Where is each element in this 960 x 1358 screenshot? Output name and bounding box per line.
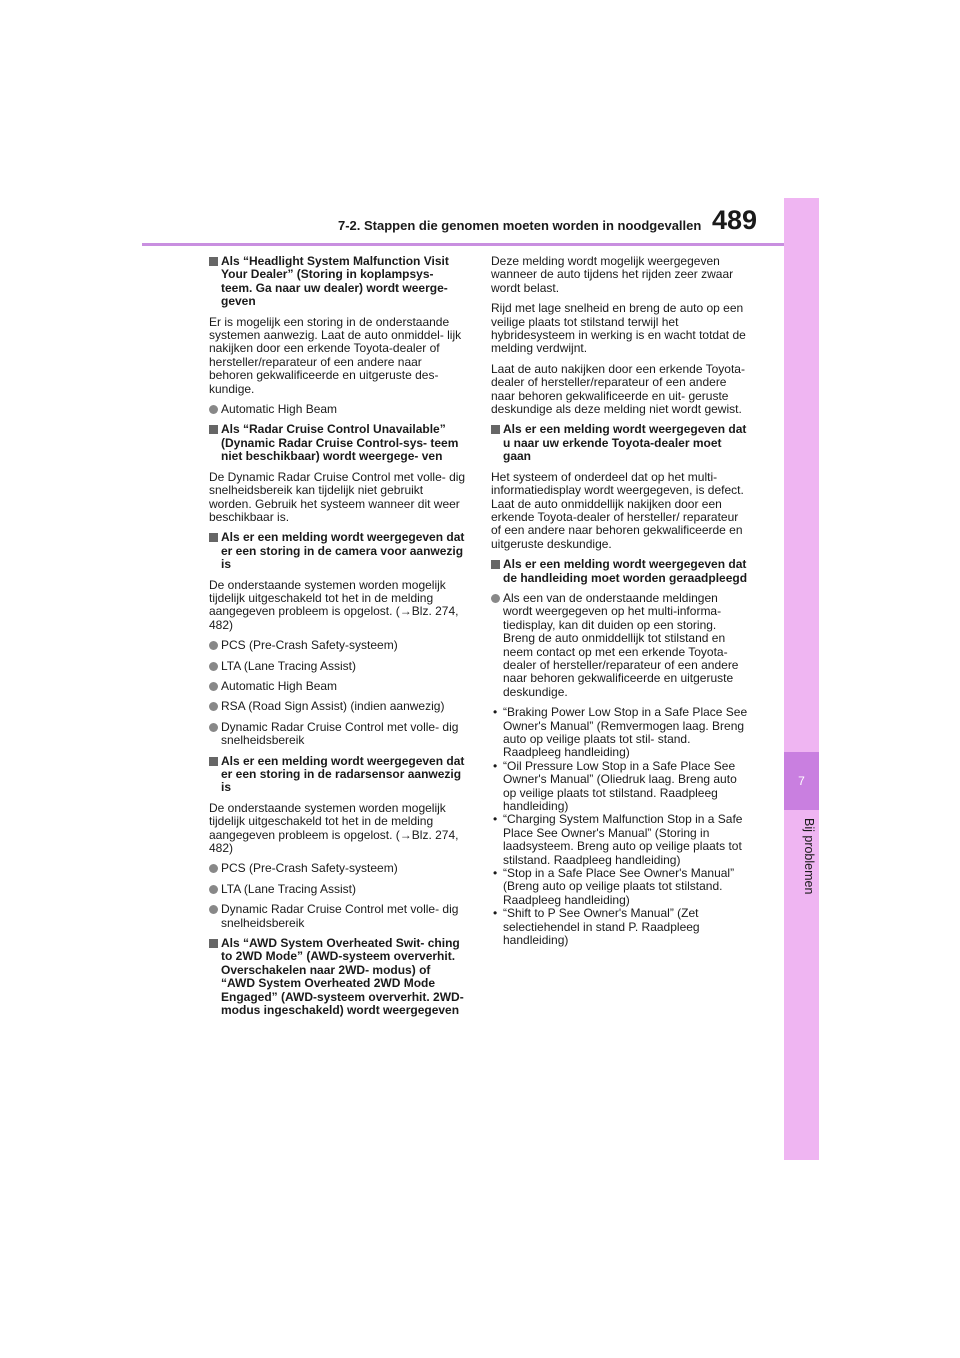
header-divider <box>142 243 788 246</box>
bullet-item: RSA (Road Sign Assist) (indien aanwezig) <box>209 700 467 713</box>
paragraph: Het systeem of onderdeel dat op het multi- informatiedisplay wordt weergegeven, is defect. Laat de auto onmiddellijk nakijken door een erkende Toyota-dealer of hersteller/ reparateur of een andere naar behoren gekwalificeerde en uitgeruste deskundige. <box>491 469 744 551</box>
bullet-item: Automatic High Beam <box>209 403 467 416</box>
chapter-label: Bij problemen <box>802 818 816 895</box>
section-heading: Als er een melding wordt weergegeven dat u naar uw erkende Toyota-dealer moet gaan <box>491 423 749 463</box>
bullet-item: PCS (Pre-Crash Safety-systeem) <box>209 639 467 652</box>
chapter-number: 7 <box>798 774 805 788</box>
section-heading: Als er een melding wordt weergegeven dat de handleiding moet worden geraadpleegd <box>491 558 749 585</box>
bullet-item: LTA (Lane Tracing Assist) <box>209 660 467 673</box>
paragraph: Rijd met lage snelheid en breng de auto op een veilige plaats tot stilstand terwijl het hybridesysteem in werking is en wacht totdat de melding verdwijnt. <box>491 301 746 356</box>
chapter-side-tab <box>784 198 819 1160</box>
paragraph: Laat de auto nakijken door een erkende Toyota-dealer of hersteller/reparateur of een andere naar behoren gekwalificeerde en uit- geruste deskundige als deze melding niet wordt gewist. <box>491 361 745 417</box>
section-heading: Als er een melding wordt weergegeven dat er een storing in de radarsensor aanwezig is <box>209 755 467 795</box>
bullet-item: LTA (Lane Tracing Assist) <box>209 883 467 896</box>
right-column <box>491 255 749 955</box>
paragraph: De onderstaande systemen worden mogelijk tijdelijk uitgeschakeld tot het in de melding aangegeven probleem is opgelost. (→Blz. 274, 482) <box>209 800 459 856</box>
bullet-item: Dynamic Radar Cruise Control met volle- dig snelheidsbereik <box>209 903 467 930</box>
bullet-item: Dynamic Radar Cruise Control met volle- dig snelheidsbereik <box>209 721 467 748</box>
list-item: • “Stop in a Safe Place See Owner's Manual” (Breng auto op veilige plaats tot stilstand. Raadpleeg handleiding) <box>491 867 749 907</box>
list-item: • “Shift to P See Owner's Manual” (Zet selectiehendel in stand P. Raadpleeg handleiding) <box>491 907 749 947</box>
bullet-item: Automatic High Beam <box>209 680 467 693</box>
section-title: 7-2. Stappen die genomen moeten worden in noodgevallen <box>338 218 702 233</box>
section-heading: Als “Radar Cruise Control Unavailable” (Dynamic Radar Cruise Control-sys- teem niet beschikbaar) wordt weergege- ven <box>209 423 467 463</box>
paragraph: De onderstaande systemen worden mogelijk tijdelijk uitgeschakeld tot het in de melding aangegeven probleem is opgelost. (→Blz. 274, 482) <box>209 577 459 632</box>
section-heading: Als “AWD System Overheated Swit- ching to 2WD Mode” (AWD-systeem oververhit. Overschakelen naar 2WD- modus) of “AWD System Overheated 2WD Mode Engaged” (AWD-systeem oververhit. 2WD-modus ingeschakeld) wordt weergegeven <box>209 937 467 1017</box>
section-heading: Als “Headlight System Malfunction Visit Your Dealer” (Storing in koplampsys- teem. Ga naar uw dealer) wordt weerge- geven <box>209 255 467 309</box>
page-number: 489 <box>712 205 758 235</box>
list-item: • “Oil Pressure Low Stop in a Safe Place See Owner's Manual” (Oliedruk laag. Breng auto op veilige plaats tot stilstand. Raadpleeg handleiding) <box>491 760 749 814</box>
left-column <box>209 255 467 1025</box>
chapter-number-box <box>784 752 819 810</box>
bullet-item: Als een van de onderstaande meldingen wordt weergegeven op het multi-informa- tiedisplay, kan dit duiden op een storing. Breng de auto onmiddellijk tot stilstand en neem contact op met een erkende Toyota- dealer of hersteller/reparateur of een andere naar behoren gekwalificeerde en uitgeruste deskundige. <box>491 592 749 699</box>
bullet-item: PCS (Pre-Crash Safety-systeem) <box>209 862 467 875</box>
section-heading: Als er een melding wordt weergegeven dat er een storing in de camera voor aanwezig is <box>209 531 467 571</box>
list-item: • “Charging System Malfunction Stop in a Safe Place See Owner's Manual” (Storing in laadsysteem. Breng auto op veilige plaats tot stilstand. Raadpleeg handleiding) <box>491 813 749 867</box>
list-item: • “Braking Power Low Stop in a Safe Place See Owner's Manual” (Remvermogen laag. Breng auto op veilige plaats tot stil- stand. Raadpleeg handleiding) <box>491 706 749 760</box>
paragraph: De Dynamic Radar Cruise Control met volle- dig snelheidsbereik kan tijdelijk niet gebruikt worden. Gebruik het systeem wanneer dit weer beschikbaar is. <box>209 469 466 524</box>
paragraph: Deze melding wordt mogelijk weergegeven wanneer de auto tijdens het rijden zeer zwaar wordt belast. <box>491 254 734 295</box>
paragraph: Er is mogelijk een storing in de onderstaande systemen aanwezig. Laat de auto onmiddel- lijk nakijken door een erkende Toyota-dealer of hersteller/reparateur of een andere naar behoren gekwalificeerde en uitgeruste des- kundige. <box>209 314 462 396</box>
